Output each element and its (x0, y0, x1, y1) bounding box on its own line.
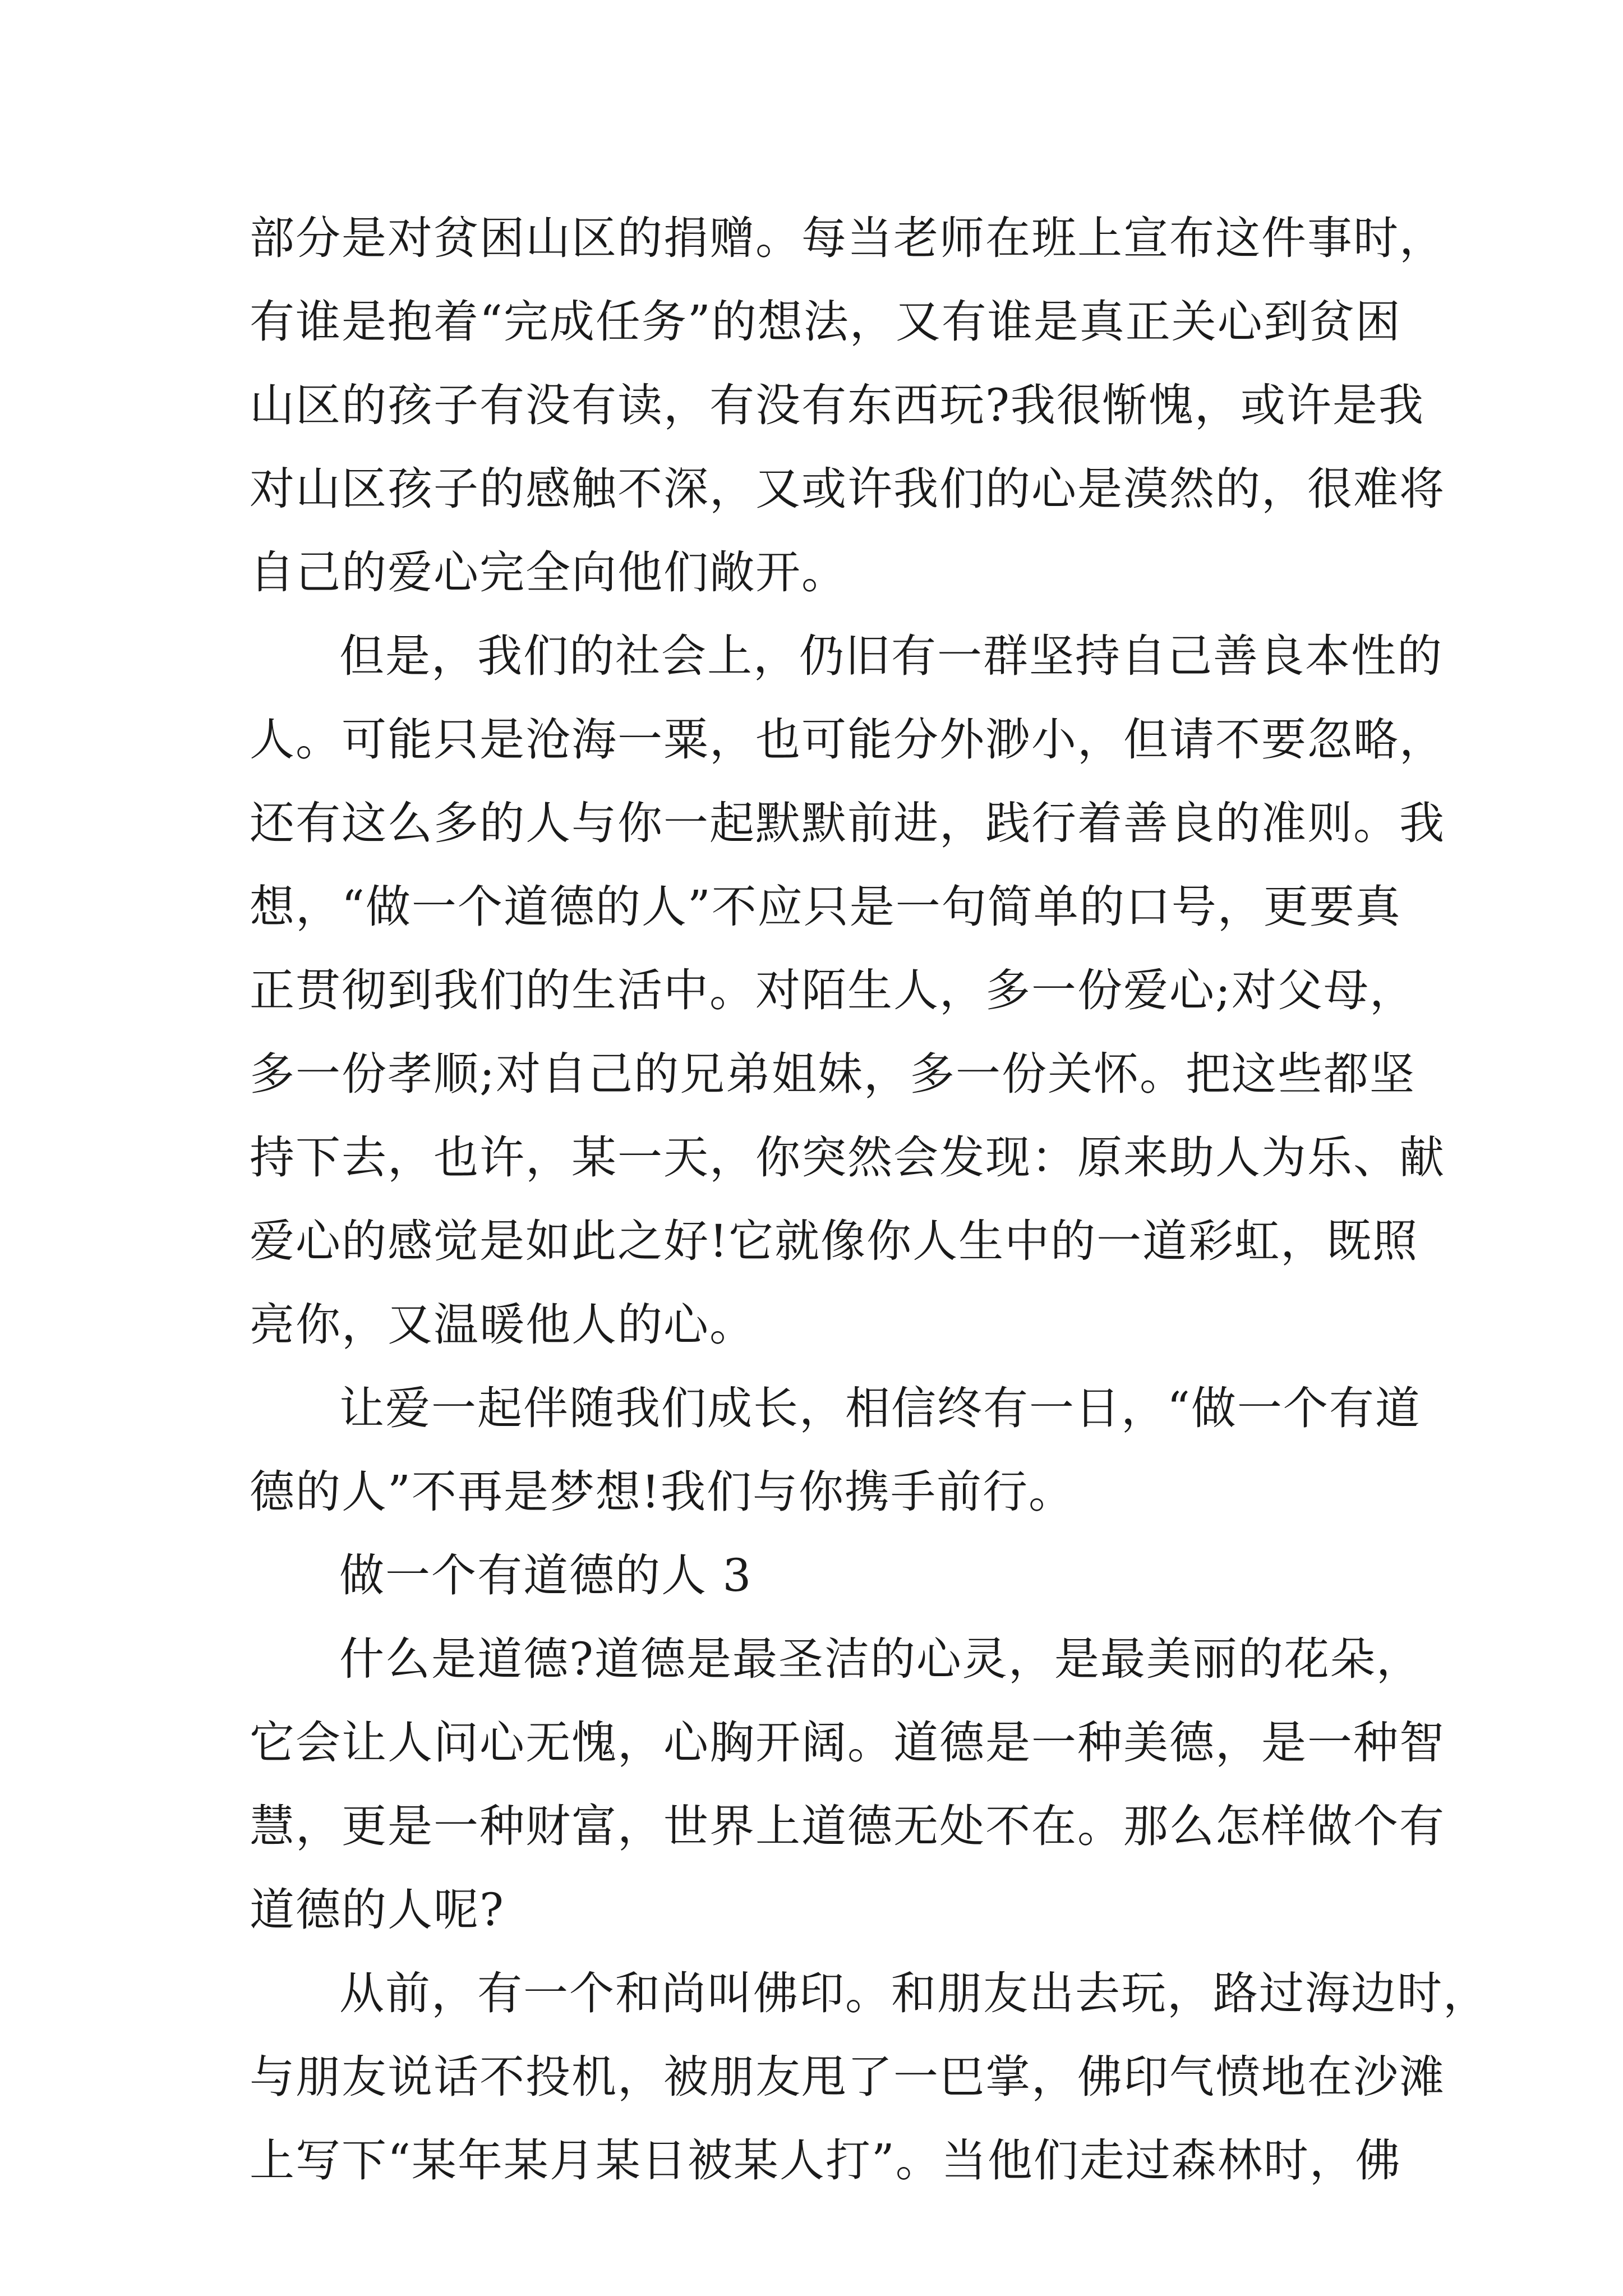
text-line: 想，“做一个道德的人”不应只是一句简单的口号，更要真 (250, 881, 1401, 933)
paragraph-start-line: 但是，我们的社会上，仍旧有一群坚持自己善良本性的 (339, 630, 1443, 682)
text-line: 还有这么多的人与你一起默默前进，践行着善良的准则。我 (250, 797, 1445, 849)
text-line: 爱心的感觉是如此之好!它就像你人生中的一道彩虹，既照 (250, 1215, 1419, 1267)
text-line: 正贯彻到我们的生活中。对陌生人，多一份爱心;对父母， (250, 964, 1415, 1016)
text-line: 亮你，又温暖他人的心。 (250, 1299, 755, 1351)
text-line: 慧，更是一种财富，世界上道德无处不在。那么怎样做个有 (250, 1800, 1445, 1852)
text-line: 持下去，也许，某一天，你突然会发现：原来助人为乐、献 (250, 1131, 1445, 1184)
text-line: 有谁是抱着“完成任务”的想法，又有谁是真正关心到贫困 (250, 296, 1401, 348)
text-line: 与朋友说话不投机，被朋友甩了一巴掌，佛印气愤地在沙滩 (250, 2051, 1445, 2103)
text-line: 对山区孩子的感触不深，又或许我们的心是漠然的，很难将 (250, 463, 1445, 515)
body-text (250, 196, 1489, 2202)
text-line: 人。可能只是沧海一粟，也可能分外渺小，但请不要忽略， (250, 714, 1445, 766)
text-line: 自己的爱心完全向他们敞开。 (250, 546, 847, 599)
text-line: 德的人”不再是梦想!我们与你携手前行。 (250, 1466, 1075, 1518)
paragraph-start-line: 让爱一起伴随我们成长，相信终有一日，“做一个有道 (339, 1382, 1421, 1434)
text-line: 多一份孝顺;对自己的兄弟姐妹，多一份关怀。把这些都坚 (250, 1048, 1415, 1100)
text-line: 道德的人呢? (250, 1884, 505, 1936)
section-heading: 做一个有道德的人 3 (339, 1549, 753, 1602)
text-line: 部分是对贫困山区的捐赠。每当老师在班上宣布这件事时， (250, 212, 1445, 264)
text-line: 上写下“某年某月某日被某人打”。当他们走过森林时，佛 (250, 2134, 1401, 2187)
paragraph-start-line: 什么是道德?道德是最圣洁的心灵，是最美丽的花朵， (339, 1633, 1422, 1685)
text-line: 它会让人问心无愧，心胸开阔。道德是一种美德，是一种智 (250, 1717, 1445, 1769)
text-line: 山区的孩子有没有读，有没有东西玩?我很惭愧，或许是我 (250, 379, 1424, 431)
paragraph-start-line: 从前，有一个和尚叫佛印。和朋友出去玩，路过海边时， (339, 1967, 1489, 2019)
